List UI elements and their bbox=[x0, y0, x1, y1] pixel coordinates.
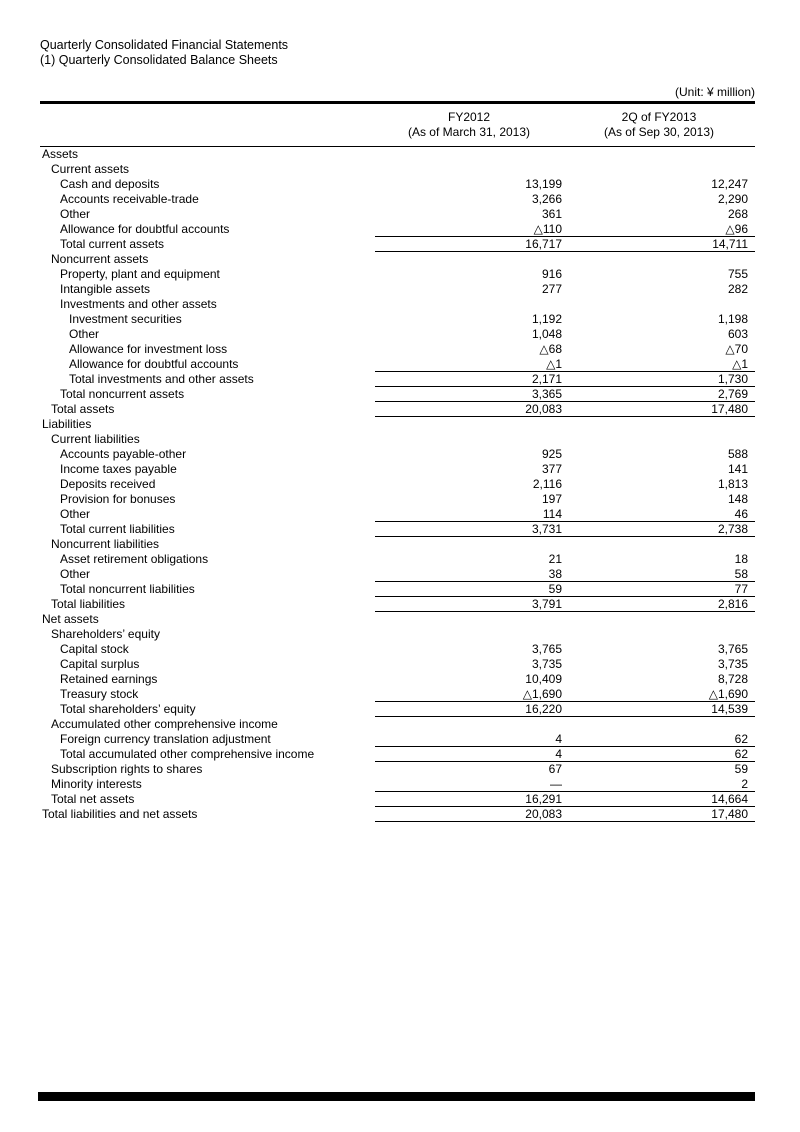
row-label: Noncurrent liabilities bbox=[51, 537, 160, 551]
table-row bbox=[40, 192, 755, 207]
table-row bbox=[40, 717, 755, 732]
table-row bbox=[40, 447, 755, 462]
row-value-fy2012: — bbox=[375, 777, 563, 792]
row-label: Other bbox=[60, 207, 91, 221]
row-label: Investment securities bbox=[69, 312, 182, 326]
row-label: Liabilities bbox=[42, 417, 92, 431]
row-value-2q-fy2013: 62 bbox=[563, 747, 755, 762]
table-row bbox=[40, 657, 755, 672]
row-value-2q-fy2013: 14,711 bbox=[563, 237, 755, 252]
row-label: Treasury stock bbox=[60, 687, 139, 701]
row-label: Assets bbox=[42, 147, 79, 162]
row-label: Total shareholders’ equity bbox=[60, 702, 196, 716]
row-label: Retained earnings bbox=[60, 672, 158, 686]
row-label: Shareholders’ equity bbox=[51, 627, 160, 641]
row-label: Asset retirement obligations bbox=[60, 552, 209, 566]
row-value-fy2012: 2,116 bbox=[532, 477, 562, 491]
table-row bbox=[40, 297, 755, 312]
row-value-fy2012: 916 bbox=[541, 267, 562, 281]
table-row bbox=[40, 282, 755, 297]
table-row bbox=[40, 462, 755, 477]
table-row bbox=[40, 222, 755, 237]
table-row bbox=[40, 807, 755, 822]
row-label: Subscription rights to shares bbox=[51, 762, 203, 776]
page-title: Quarterly Consolidated Financial Statements bbox=[40, 38, 289, 52]
row-value-2q-fy2013: 12,247 bbox=[711, 177, 748, 191]
row-value-2q-fy2013 bbox=[563, 252, 755, 267]
column-header-accounts bbox=[40, 103, 375, 147]
row-value-2q-fy2013 bbox=[563, 537, 755, 552]
row-value-2q-fy2013: 148 bbox=[727, 492, 748, 506]
row-value-2q-fy2013: 18 bbox=[734, 552, 748, 566]
row-label: Total liabilities bbox=[51, 597, 126, 611]
row-value-2q-fy2013: 1,730 bbox=[563, 372, 755, 387]
row-value-fy2012: 20,083 bbox=[375, 807, 563, 822]
row-value-2q-fy2013: 141 bbox=[727, 462, 748, 476]
row-value-fy2012: 2,171 bbox=[375, 372, 563, 387]
row-label: Deposits received bbox=[60, 477, 156, 491]
row-label: Net assets bbox=[42, 612, 99, 626]
row-label: Total current assets bbox=[60, 237, 165, 251]
table-row bbox=[40, 492, 755, 507]
row-label: Accumulated other comprehensive income bbox=[51, 717, 278, 731]
row-value-fy2012: △110 bbox=[375, 222, 563, 237]
row-value-2q-fy2013: 588 bbox=[727, 447, 748, 461]
row-value-2q-fy2013: 14,539 bbox=[563, 702, 755, 717]
row-label: Investments and other assets bbox=[60, 297, 217, 311]
row-value-2q-fy2013: 755 bbox=[727, 267, 748, 281]
row-label: Capital surplus bbox=[60, 657, 140, 671]
row-label: Cash and deposits bbox=[60, 177, 160, 191]
row-value-2q-fy2013: 62 bbox=[563, 732, 755, 747]
table-row bbox=[40, 507, 755, 522]
table-row bbox=[40, 372, 755, 387]
row-label: Current assets bbox=[51, 162, 130, 176]
row-label: Total net assets bbox=[51, 792, 135, 806]
row-value-fy2012 bbox=[375, 297, 563, 312]
row-value-fy2012 bbox=[375, 612, 563, 627]
row-label: Total current liabilities bbox=[60, 522, 175, 536]
row-value-2q-fy2013: 2,769 bbox=[563, 387, 755, 402]
row-value-2q-fy2013: 603 bbox=[727, 327, 748, 341]
table-row bbox=[40, 312, 755, 327]
row-value-fy2012: 20,083 bbox=[375, 402, 563, 417]
row-value-fy2012: 277 bbox=[541, 282, 562, 296]
row-value-2q-fy2013: 268 bbox=[727, 207, 748, 221]
table-row bbox=[40, 402, 755, 417]
row-value-fy2012: 38 bbox=[375, 567, 563, 582]
balance-sheet-body bbox=[40, 147, 755, 822]
row-label: Total noncurrent assets bbox=[60, 387, 185, 401]
column-header-fy2012-sublabel: (As of March 31, 2013) bbox=[407, 125, 531, 139]
row-label: Minority interests bbox=[51, 777, 142, 791]
row-value-2q-fy2013 bbox=[563, 717, 755, 732]
row-value-2q-fy2013 bbox=[563, 612, 755, 627]
row-value-2q-fy2013: 2,738 bbox=[563, 522, 755, 537]
row-value-2q-fy2013: 1,198 bbox=[717, 312, 748, 326]
row-value-fy2012: 16,220 bbox=[375, 702, 563, 717]
table-row bbox=[40, 267, 755, 282]
table-row bbox=[40, 672, 755, 687]
row-label: Other bbox=[69, 327, 100, 341]
table-row bbox=[40, 777, 755, 792]
row-label: Accounts receivable-trade bbox=[60, 192, 199, 206]
row-label: Provision for bonuses bbox=[60, 492, 176, 506]
row-value-fy2012 bbox=[375, 147, 563, 162]
table-row bbox=[40, 477, 755, 492]
row-value-2q-fy2013 bbox=[563, 297, 755, 312]
row-value-2q-fy2013: 3,735 bbox=[717, 657, 748, 671]
row-label: Accounts payable-other bbox=[60, 447, 187, 461]
table-row bbox=[40, 162, 755, 177]
row-value-2q-fy2013: △96 bbox=[563, 222, 755, 237]
row-label: Intangible assets bbox=[60, 282, 151, 296]
row-value-fy2012: 1,048 bbox=[531, 327, 562, 341]
row-value-fy2012: 1,192 bbox=[531, 312, 562, 326]
row-value-fy2012 bbox=[375, 417, 563, 432]
row-label: Total investments and other assets bbox=[69, 372, 254, 386]
row-value-2q-fy2013: 282 bbox=[727, 282, 748, 296]
row-value-2q-fy2013: 14,664 bbox=[563, 792, 755, 807]
table-row bbox=[40, 537, 755, 552]
table-row bbox=[40, 582, 755, 597]
table-row bbox=[40, 762, 755, 777]
table-row bbox=[40, 567, 755, 582]
row-label: Current liabilities bbox=[51, 432, 140, 446]
row-value-fy2012: 59 bbox=[375, 582, 563, 597]
row-value-2q-fy2013: 2 bbox=[563, 777, 755, 792]
table-row bbox=[40, 417, 755, 432]
row-value-fy2012 bbox=[375, 252, 563, 267]
row-value-fy2012 bbox=[375, 162, 563, 177]
table-row bbox=[40, 177, 755, 192]
row-label: Allowance for investment loss bbox=[69, 342, 228, 356]
row-value-fy2012: 3,735 bbox=[531, 657, 562, 671]
table-row bbox=[40, 612, 755, 627]
row-value-fy2012: 67 bbox=[548, 762, 562, 777]
table-row bbox=[40, 357, 755, 372]
table-row bbox=[40, 522, 755, 537]
row-value-fy2012: 361 bbox=[541, 207, 562, 221]
table-row bbox=[40, 207, 755, 222]
row-value-2q-fy2013 bbox=[563, 417, 755, 432]
row-value-2q-fy2013: 1,813 bbox=[717, 477, 748, 491]
row-value-fy2012: 13,199 bbox=[525, 177, 562, 191]
row-label: Allowance for doubtful accounts bbox=[69, 357, 239, 371]
row-value-fy2012 bbox=[375, 627, 563, 642]
row-value-2q-fy2013: 17,480 bbox=[563, 402, 755, 417]
row-value-2q-fy2013: 2,290 bbox=[717, 192, 748, 206]
table-row bbox=[40, 627, 755, 642]
table-row bbox=[40, 387, 755, 402]
row-value-2q-fy2013: 46 bbox=[563, 507, 755, 522]
row-value-fy2012: 16,717 bbox=[375, 237, 563, 252]
row-value-fy2012: 3,765 bbox=[531, 642, 562, 656]
column-header-2q-fy2013 bbox=[563, 103, 755, 147]
table-row bbox=[40, 237, 755, 252]
balance-sheet-table bbox=[40, 101, 755, 822]
table-row bbox=[40, 702, 755, 717]
row-value-fy2012: 3,266 bbox=[531, 192, 562, 206]
row-label: Allowance for doubtful accounts bbox=[60, 222, 230, 236]
row-value-2q-fy2013 bbox=[563, 627, 755, 642]
table-row bbox=[40, 597, 755, 612]
row-value-2q-fy2013: 3,765 bbox=[717, 642, 748, 656]
table-row bbox=[40, 732, 755, 747]
row-value-fy2012: 925 bbox=[541, 447, 562, 461]
table-row bbox=[40, 327, 755, 342]
row-value-fy2012: 4 bbox=[375, 747, 563, 762]
row-label: Total assets bbox=[51, 402, 115, 416]
table-row bbox=[40, 792, 755, 807]
page-subtitle: (1) Quarterly Consolidated Balance Sheets bbox=[40, 53, 278, 67]
row-value-fy2012: 16,291 bbox=[375, 792, 563, 807]
row-value-2q-fy2013: 58 bbox=[563, 567, 755, 582]
table-row bbox=[40, 432, 755, 447]
table-row bbox=[40, 687, 755, 702]
row-value-fy2012 bbox=[375, 432, 563, 447]
row-value-fy2012: 114 bbox=[375, 507, 563, 522]
table-header-row bbox=[40, 103, 755, 147]
row-label: Property, plant and equipment bbox=[60, 267, 220, 281]
row-label: Capital stock bbox=[60, 642, 129, 656]
row-value-fy2012: 4 bbox=[375, 732, 563, 747]
row-value-2q-fy2013 bbox=[563, 432, 755, 447]
row-label: Other bbox=[60, 567, 91, 581]
table-row bbox=[40, 552, 755, 567]
row-label: Total liabilities and net assets bbox=[42, 807, 198, 821]
row-value-fy2012: 3,365 bbox=[375, 387, 563, 402]
row-value-2q-fy2013: △1 bbox=[563, 357, 755, 372]
column-header-2q-fy2013-sublabel: (As of Sep 30, 2013) bbox=[603, 125, 715, 139]
row-value-2q-fy2013: △1,690 bbox=[563, 687, 755, 702]
table-row bbox=[40, 342, 755, 357]
row-label: Noncurrent assets bbox=[51, 252, 149, 266]
row-value-fy2012: △1,690 bbox=[375, 687, 563, 702]
row-value-fy2012: 10,409 bbox=[525, 672, 562, 686]
row-value-fy2012: 21 bbox=[548, 552, 562, 566]
row-label: Total accumulated other comprehensive income bbox=[60, 747, 315, 761]
row-value-fy2012: 377 bbox=[541, 462, 562, 476]
row-value-2q-fy2013: 17,480 bbox=[563, 807, 755, 822]
row-value-fy2012: 197 bbox=[541, 492, 562, 506]
row-value-fy2012 bbox=[375, 717, 563, 732]
row-value-2q-fy2013: 59 bbox=[734, 762, 748, 777]
table-row bbox=[40, 642, 755, 657]
row-value-2q-fy2013: 2,816 bbox=[563, 597, 755, 612]
row-value-fy2012: △1 bbox=[375, 357, 563, 372]
row-value-fy2012: 3,791 bbox=[375, 597, 563, 612]
row-value-2q-fy2013 bbox=[563, 147, 755, 162]
table-row bbox=[40, 252, 755, 267]
row-value-fy2012: 3,731 bbox=[375, 522, 563, 537]
footer-rule bbox=[38, 1092, 755, 1101]
row-value-2q-fy2013: △70 bbox=[725, 342, 748, 356]
column-header-2q-fy2013-label: 2Q of FY2013 bbox=[621, 110, 697, 124]
row-label: Total noncurrent liabilities bbox=[60, 582, 195, 596]
column-header-fy2012 bbox=[375, 103, 563, 147]
unit-note: (Unit: ¥ million) bbox=[674, 85, 755, 99]
table-row bbox=[40, 747, 755, 762]
row-label: Income taxes payable bbox=[60, 462, 177, 476]
column-header-fy2012-label: FY2012 bbox=[447, 110, 491, 124]
row-label: Foreign currency translation adjustment bbox=[60, 732, 271, 746]
row-value-2q-fy2013: 77 bbox=[563, 582, 755, 597]
table-row bbox=[40, 147, 755, 162]
row-label: Other bbox=[60, 507, 91, 521]
row-value-fy2012: △68 bbox=[539, 342, 562, 356]
row-value-fy2012 bbox=[375, 537, 563, 552]
row-value-2q-fy2013 bbox=[563, 162, 755, 177]
row-value-2q-fy2013: 8,728 bbox=[717, 672, 748, 686]
